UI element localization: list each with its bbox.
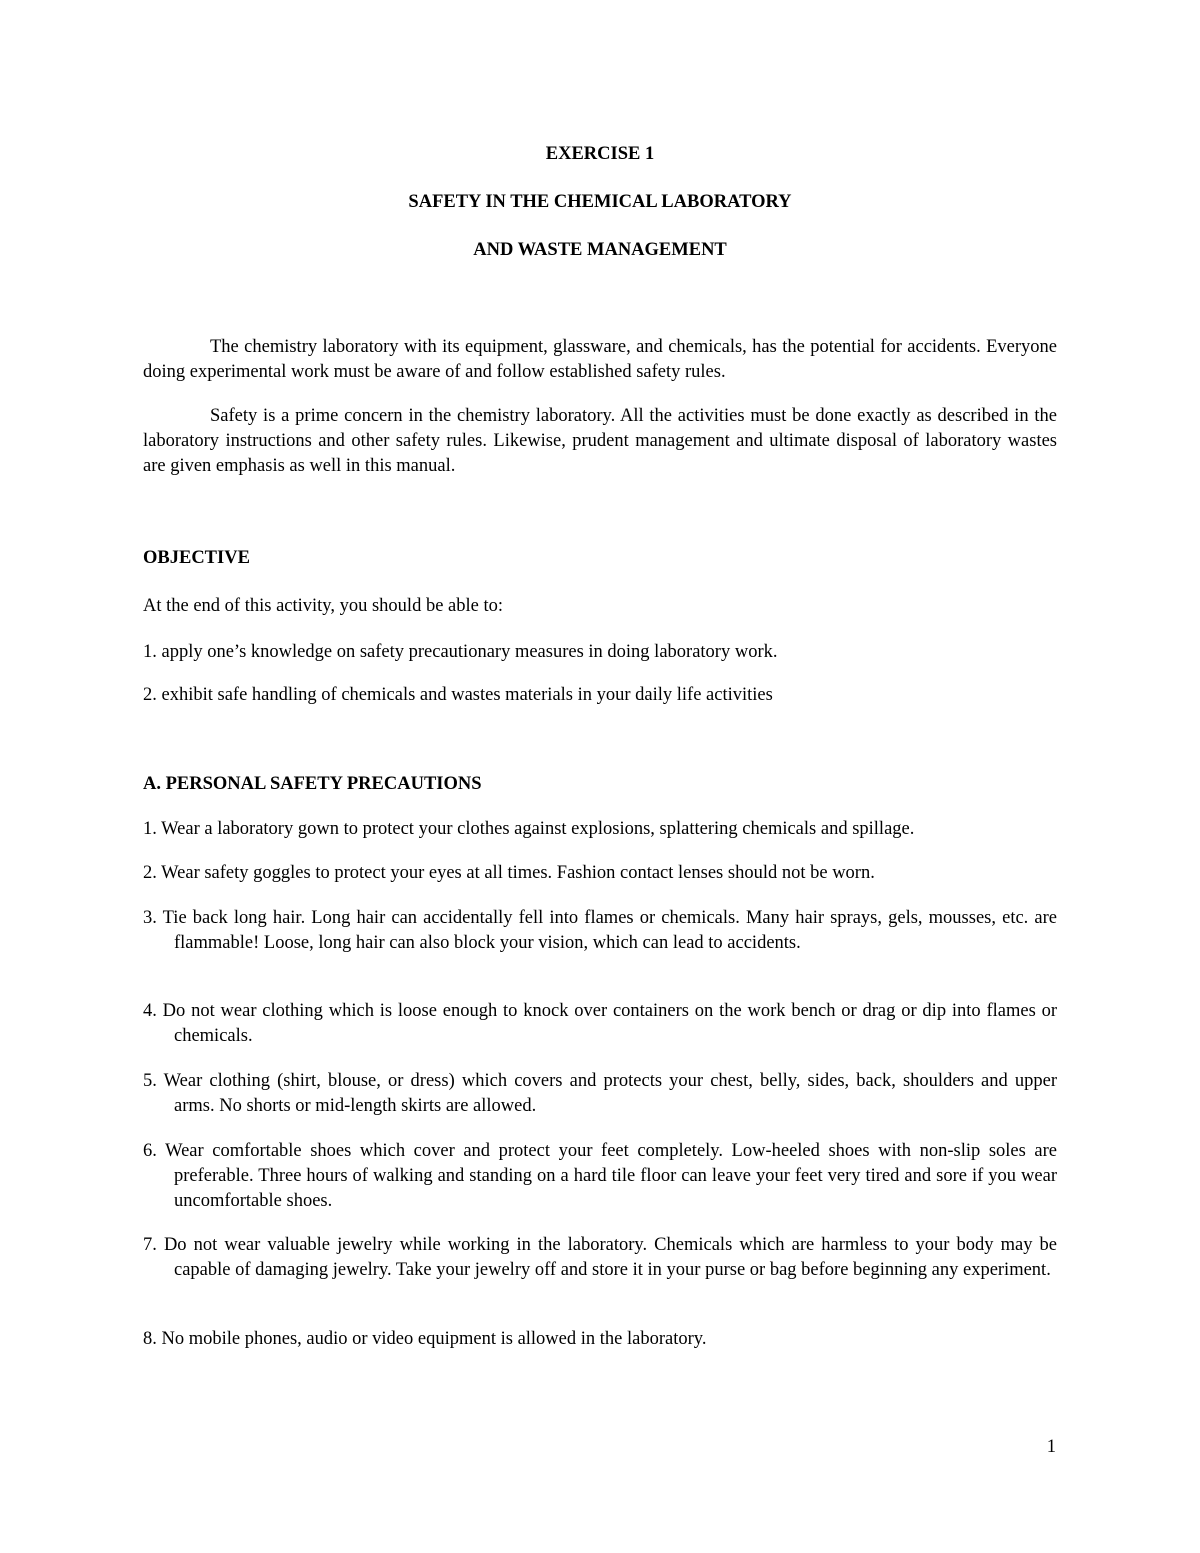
document-title-line1: SAFETY IN THE CHEMICAL LABORATORY — [408, 192, 792, 212]
safety-rule-7: 7. Do not wear valuable jewelry while working in the laboratory. Chemicals which are harmless to your body may be capable of damaging jewelry. Take your jewelry off and store it in your purse or bag before beginning any experiment. — [143, 1235, 1057, 1280]
section-a-heading: A. PERSONAL SAFETY PRECAUTIONS — [143, 774, 482, 794]
document-page — [143, 0, 1057, 1553]
intro-paragraph-2: Safety is a prime concern in the chemistry laboratory. All the activities must be done exactly as described in the laboratory instructions and other safety rules. Likewise, prudent management and ultimate disposal of laboratory wastes are given emphasis as well in this manual. — [143, 406, 1057, 476]
safety-rule-3: 3. Tie back long hair. Long hair can accidentally fell into flames or chemicals. Many hair sprays, gels, mousses, etc. are flammable! Loose, long hair can also block your vision, which can lead to accidents. — [143, 908, 1057, 953]
intro-paragraph-1: The chemistry laboratory with its equipment, glassware, and chemicals, has the potential for accidents. Everyone doing experimental work must be aware of and follow established safety rules. — [143, 337, 1057, 382]
safety-rule-4: 4. Do not wear clothing which is loose enough to knock over containers on the work bench or drag or dip into flames or chemicals. — [143, 1001, 1057, 1046]
objective-lead: At the end of this activity, you should be able to: — [143, 596, 504, 616]
document-title-line2: AND WASTE MANAGEMENT — [473, 240, 727, 260]
page-number: 1 — [1046, 1437, 1056, 1457]
safety-rule-6: 6. Wear comfortable shoes which cover and protect your feet completely. Low-heeled shoes with non-slip soles are preferable. Three hours of walking and standing on a hard tile floor can leave your feet very tired and sore if you wear uncomfortable shoes. — [143, 1141, 1057, 1211]
safety-rule-8: 8. No mobile phones, audio or video equipment is allowed in the laboratory. — [143, 1329, 707, 1349]
objective-item-1: 1. apply one’s knowledge on safety precautionary measures in doing laboratory work. — [143, 642, 778, 662]
safety-rule-1: 1. Wear a laboratory gown to protect your clothes against explosions, splattering chemicals and spillage. — [143, 819, 915, 839]
safety-rule-2: 2. Wear safety goggles to protect your eyes at all times. Fashion contact lenses should not be worn. — [143, 863, 875, 883]
exercise-number: EXERCISE 1 — [545, 144, 655, 164]
safety-rule-5: 5. Wear clothing (shirt, blouse, or dress) which covers and protects your chest, belly, sides, back, shoulders and upper arms. No shorts or mid-length skirts are allowed. — [143, 1071, 1057, 1116]
objective-item-2: 2. exhibit safe handling of chemicals and wastes materials in your daily life activities — [143, 685, 773, 705]
objective-heading: OBJECTIVE — [143, 548, 250, 568]
